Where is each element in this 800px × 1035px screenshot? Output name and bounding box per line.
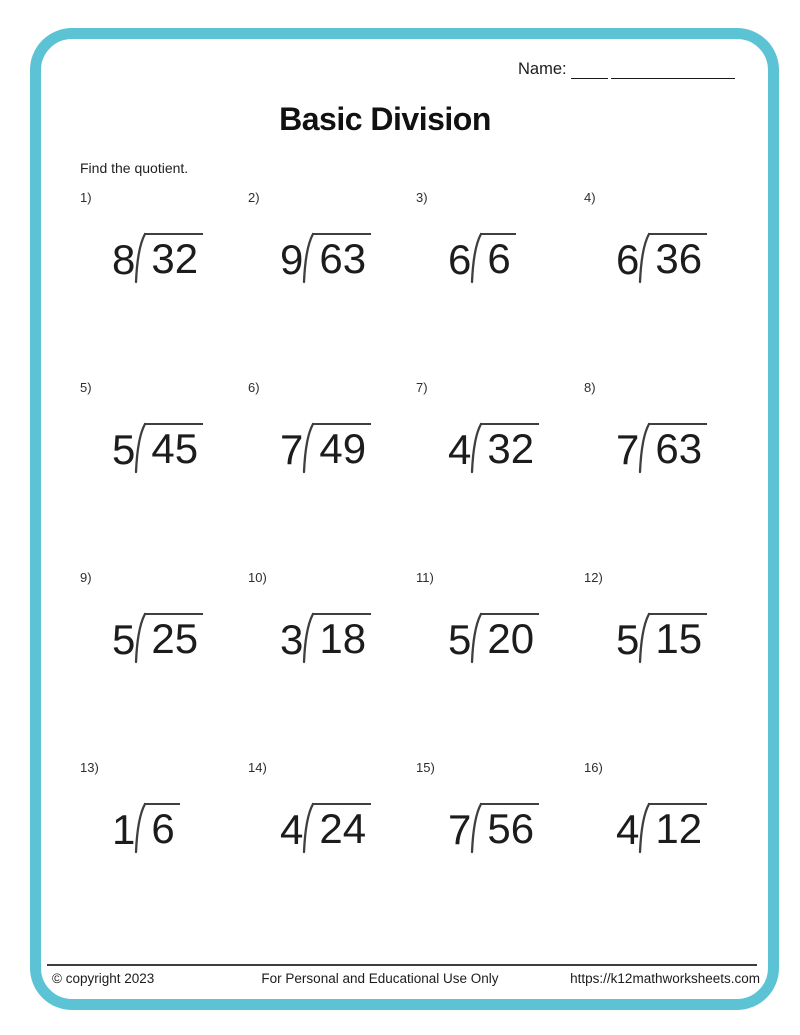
- division-bracket-icon: [132, 613, 146, 663]
- problem-cell: [584, 187, 752, 377]
- division-bracket-icon: [468, 233, 482, 283]
- division-problem: [616, 803, 752, 854]
- divisor: 6: [616, 235, 640, 283]
- name-blank-line: [611, 62, 735, 79]
- problem-cell: [416, 377, 584, 567]
- dividend: 63: [655, 425, 703, 472]
- division-bracket-icon: [300, 613, 314, 663]
- dividend-box: [312, 233, 371, 284]
- divisor: 5: [616, 615, 640, 663]
- divisor: 4: [280, 805, 304, 853]
- division-bracket-icon: [132, 803, 146, 853]
- division-bracket-icon: [132, 423, 146, 473]
- dividend: 20: [487, 615, 535, 662]
- problem-number: 6): [248, 380, 260, 395]
- footer-usage-note: For Personal and Educational Use Only: [261, 971, 499, 986]
- divisor: 8: [112, 235, 136, 283]
- dividend: 25: [151, 615, 199, 662]
- dividend-box: [312, 423, 371, 474]
- dividend: 6: [487, 235, 511, 282]
- dividend-box: [648, 423, 707, 474]
- name-label: Name:: [518, 60, 567, 78]
- dividend-box: [648, 613, 707, 664]
- divisor: 5: [112, 425, 136, 473]
- problem-cell: [248, 567, 416, 757]
- problem-number: 9): [80, 570, 92, 585]
- problem-number: 1): [80, 190, 92, 205]
- problem-number: 15): [416, 760, 435, 775]
- problem-number: 7): [416, 380, 428, 395]
- division-bracket-icon: [300, 423, 314, 473]
- problem-number: 8): [584, 380, 596, 395]
- problem-number: 3): [416, 190, 428, 205]
- division-problem: [280, 803, 416, 854]
- division-problem: [448, 233, 584, 284]
- page-title: Basic Division: [279, 101, 491, 137]
- dividend-box: [144, 803, 179, 854]
- problem-cell: [80, 757, 248, 947]
- problem-number: 13): [80, 760, 99, 775]
- dividend: 36: [655, 235, 703, 282]
- dividend-box: [480, 803, 539, 854]
- division-problem: [448, 423, 584, 474]
- name-blank-line: [571, 62, 608, 79]
- footer-url: https://k12mathworksheets.com: [570, 971, 760, 986]
- problem-cell: [248, 757, 416, 947]
- dividend-box: [144, 423, 203, 474]
- problems-grid: [80, 187, 752, 947]
- problem-cell: [80, 377, 248, 567]
- problem-cell: [248, 187, 416, 377]
- divisor: 9: [280, 235, 304, 283]
- divisor: 6: [448, 235, 472, 283]
- division-problem: [112, 613, 248, 664]
- division-problem: [616, 613, 752, 664]
- problem-number: 4): [584, 190, 596, 205]
- divisor: 4: [448, 425, 472, 473]
- dividend-box: [144, 613, 203, 664]
- dividend-box: [480, 423, 539, 474]
- dividend: 12: [655, 805, 703, 852]
- problem-cell: [248, 377, 416, 567]
- dividend-box: [144, 233, 203, 284]
- problem-number: 11): [416, 570, 434, 585]
- division-problem: [616, 233, 752, 284]
- division-problem: [448, 803, 584, 854]
- divisor: 5: [448, 615, 472, 663]
- divisor: 4: [616, 805, 640, 853]
- division-bracket-icon: [636, 613, 650, 663]
- dividend: 49: [319, 425, 367, 472]
- name-row: [518, 60, 735, 79]
- division-bracket-icon: [300, 803, 314, 853]
- divisor: 5: [112, 615, 136, 663]
- dividend-box: [480, 613, 539, 664]
- problem-cell: [584, 377, 752, 567]
- division-problem: [448, 613, 584, 664]
- division-problem: [280, 233, 416, 284]
- footer-copyright: © copyright 2023: [52, 971, 155, 986]
- problem-number: 14): [248, 760, 267, 775]
- problem-number: 16): [584, 760, 603, 775]
- problem-cell: [416, 567, 584, 757]
- dividend: 63: [319, 235, 367, 282]
- divisor: 3: [280, 615, 304, 663]
- dividend-box: [648, 233, 707, 284]
- divisor: 7: [280, 425, 304, 473]
- division-bracket-icon: [636, 423, 650, 473]
- division-bracket-icon: [468, 803, 482, 853]
- problem-number: 10): [248, 570, 267, 585]
- dividend: 45: [151, 425, 199, 472]
- problem-number: 12): [584, 570, 603, 585]
- dividend-box: [480, 233, 515, 284]
- division-bracket-icon: [132, 233, 146, 283]
- dividend-box: [648, 803, 707, 854]
- instruction-text: Find the quotient.: [80, 160, 189, 176]
- problem-cell: [584, 757, 752, 947]
- division-bracket-icon: [468, 613, 482, 663]
- dividend: 56: [487, 805, 535, 852]
- dividend: 32: [487, 425, 535, 472]
- dividend: 24: [319, 805, 367, 852]
- problem-cell: [80, 567, 248, 757]
- division-problem: [112, 233, 248, 284]
- problem-cell: [584, 567, 752, 757]
- division-problem: [112, 423, 248, 474]
- division-bracket-icon: [636, 233, 650, 283]
- division-problem: [280, 613, 416, 664]
- problem-cell: [416, 187, 584, 377]
- problem-number: 5): [80, 380, 92, 395]
- problem-cell: [80, 187, 248, 377]
- divisor: 1: [112, 805, 136, 853]
- divisor: 7: [448, 805, 472, 853]
- footer-divider: [47, 964, 757, 966]
- division-bracket-icon: [300, 233, 314, 283]
- division-bracket-icon: [636, 803, 650, 853]
- dividend: 18: [319, 615, 367, 662]
- dividend-box: [312, 613, 371, 664]
- division-problem: [616, 423, 752, 474]
- division-problem: [280, 423, 416, 474]
- divisor: 7: [616, 425, 640, 473]
- problem-cell: [416, 757, 584, 947]
- problem-number: 2): [248, 190, 260, 205]
- dividend: 6: [151, 805, 175, 852]
- division-problem: [112, 803, 248, 854]
- dividend: 15: [655, 615, 703, 662]
- dividend-box: [312, 803, 371, 854]
- dividend: 32: [151, 235, 199, 282]
- division-bracket-icon: [468, 423, 482, 473]
